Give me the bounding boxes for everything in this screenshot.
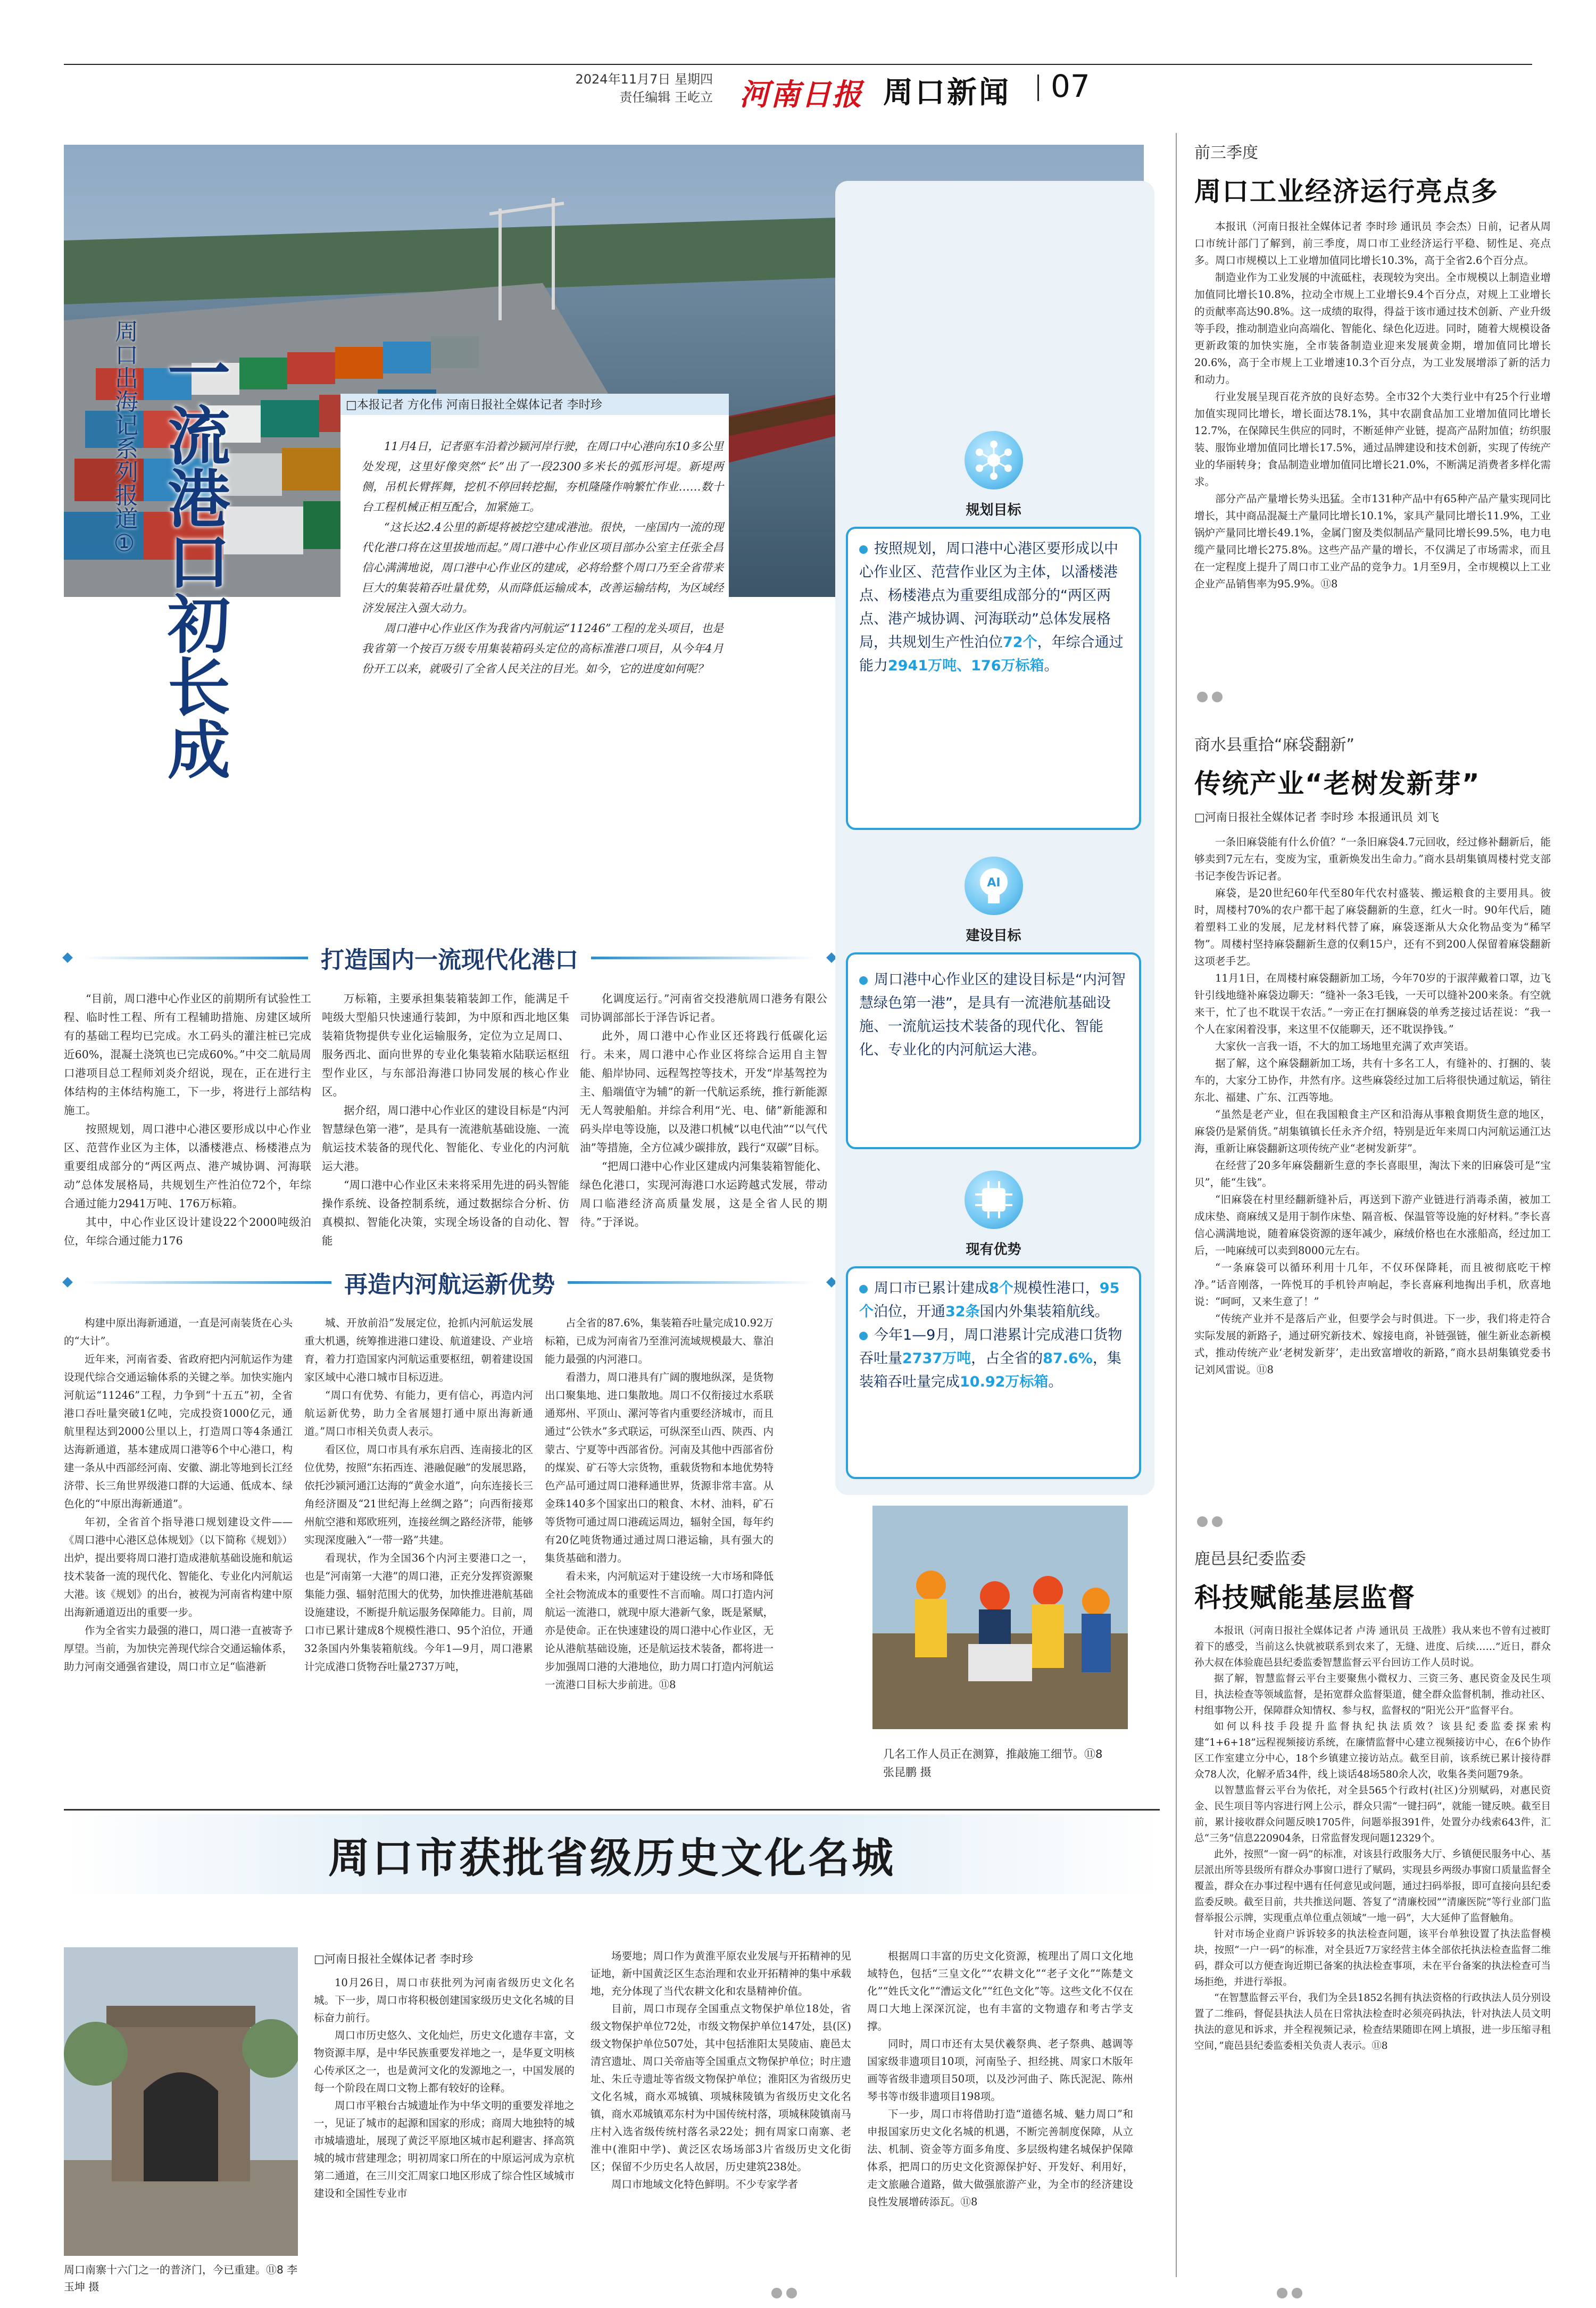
adv-text: 今年1—9月，周口港累计完成港口货物吞吐量 <box>859 1327 1123 1367</box>
paragraph: 年初，全省首个指导港口规划建设文件——《周口港中心港区总体规划》（以下简称《规划》）出炉，提出要将周口港打造成港航基础设施和航运技术装备一流的现代化、智能化、专业化内河航运大港。该《规划》的出台，被视为河南省构建中原出海新通道迈出的重要一步。 <box>64 1516 293 1618</box>
header-bar <box>84 1281 331 1284</box>
bottom-headline: 周口市获批省级历史文化名城 <box>328 1834 895 1882</box>
paragraph: 10月26日，周口市获批列为河南省级历史文化名城。下一步，周口市将积极创建国家级历史文化名城的目标奋力前行。 <box>314 1977 575 2024</box>
paragraph: 下一步，周口市将借助打造“道德名城、魅力周口”和申报国家历史文化名城的机遇，不断完善制度保障，从立法、机制、资金等方面多角度、多层级构建名城保护保障体系，把周口的历史文化资源保护好、开发好、利用好，走文旅融合道路，做大做强旅游产业，为全市的经济建设良性发展增砖添瓦。⑪8 <box>867 2108 1133 2208</box>
section-title: 再造内河航运新优势 <box>344 1271 555 1298</box>
info-title: 建设目标 <box>966 928 1021 944</box>
paragraph: 周口市历史悠久、文化灿烂，历史文化遗存丰富，文物资源丰厚，是中华民族重要发祥地之一，是华夏文明核心传承区之一，也是黄河文化的发源地之一，中国发展的每一个阶段在周口文物上都有较好的诠释。 <box>314 2029 575 2094</box>
advantage-item <box>859 1277 1130 1324</box>
dot <box>1212 1516 1223 1527</box>
story-byline: □河南日报社全媒体记者 李时珍 本报通讯员 刘飞 <box>1194 811 1439 824</box>
paragraph: 以智慧监督云平台为依托，对全县565个行政村(社区)分别赋码，对惠民资金、民生项目等内容进行网上公示，群众只需“一键扫码”，就能一键反映。截至目前，累计接收群众问题反映1705件，问题举报391件，处置分办线索643件，汇总“三务”信息220904条，日常监督发现问题12329个。 <box>1194 1785 1551 1844</box>
data-chip-glyph <box>965 1170 1023 1229</box>
masthead-meta <box>537 70 713 106</box>
paragraph: 行业发展呈现百花齐放的良好态势。全市32个大类行业中有25个行业增加值实现同比增长，增长面达78.1%，其中农副食品加工业增加值同比增长12.7%，在保障民生供应的同时，不断延伸产业链，提高产品附加值；纺织服装、服饰业增加值同比增长17.5%，通过品牌建设和技术创新，实现了传统产业的华丽转身；食品制造业增加值同比增长21.0%，不断满足消费者多样化需求。 <box>1194 391 1551 488</box>
throughput-figure: 2737万吨 <box>902 1350 971 1367</box>
paragraph: “一条麻袋可以循环利用十几年，不仅环保降耗，而且被彻底吃干榨净。”话音刚落，一阵悦耳的手机铃声响起，李长喜麻利地掏出手机，欣喜地说：“呵呵，又来生意了！” <box>1194 1261 1551 1308</box>
paragraph: 据介绍，周口港中心作业区的建设目标是“内河智慧绿色第一港”，是具有一流港航基础设施、一流航运技术装备的现代化、智能化、专业化的内河航运大港。 <box>322 1104 569 1173</box>
section1-column-2 <box>322 990 569 1250</box>
bullet-icon <box>859 976 868 985</box>
ai-bulb-icon <box>965 857 1023 915</box>
paragraph: 看潜力，周口港具有广阔的腹地纵深，是货物出口聚集地、进口集散地。周口不仅衔接过水系联通郑州、平顶山、漯河等省内重要经济城市，而且通过“公铁水”多式联运，可纵深至山西、陕西、内蒙古、宁夏等中西部省份。河南及其他中西部省份的煤炭、矿石等大宗货物，重载货物和本地优势特色产品可通过周口港释通世界，货源非常丰富。从金珠140多个国家出口的粮食、木材、油料，矿石等货物可通过周口港疏运周边，辐射全国，每年约有20亿吨货物通过通过周口港运输，具有强大的集货基础和潜力。 <box>545 1371 774 1564</box>
paragraph: 构建中原出海新通道，一直是河南装货在心头的“大计”。 <box>64 1317 293 1347</box>
paragraph: 其中，中心作业区设计建设22个2000吨级泊位，年综合通过能力176 <box>64 1216 311 1247</box>
paragraph: 据了解，这个麻袋翻新加工场，共有十多名工人，有缝补的、打捆的、装车的，大家分工协作，井然有序。这些麻袋经过加工后将很快通过航运，销往东北、福建、广东、江西等地。 <box>1194 1057 1551 1103</box>
advantage-item <box>859 1324 1130 1394</box>
adv-text: 。 <box>1048 1374 1063 1390</box>
paragraph: 一条旧麻袋能有什么价值？“一条旧麻袋4.7元回收，经过修补翻新后，能够卖到7元左右，变废为宝，重新焕发出生命力。”商水县胡集镇周楼村党支部书记李俊告诉记者。 <box>1194 836 1551 882</box>
story-body <box>1194 1623 1551 2054</box>
paragraph: 此外，按照“一窗一码”的标准，对该县行政服务大厅、乡镇便民服务中心、基层派出所等县级所有群众办事窗口进行了赋码，实现县乡两级办事窗口质量监督全覆盖，群众在办事过程中遇有任何意见或问题，通过扫码举报，即可直接向县纪委监委反映。截至目前，共共推送问题、答复了“清廉校园”“清廉医院”等行业部门监督举报公示牌，实现重点单位重点领域“一地一码”，大大延伸了监督触角。 <box>1194 1849 1551 1924</box>
paragraph: 周口市地域文化特色鲜明。不少专家学者 <box>611 2178 799 2190</box>
lead-byline: □本报记者 方化伟 河南日报社全媒体记者 李时珍 <box>346 398 602 412</box>
plan-text <box>859 537 1130 678</box>
paragraph: 同时，周口市还有太昊伏羲祭典、老子祭典、越调等国家级非遗项目10项，河南坠子、担经挑、周家口木版年画等省级非遗项目50项，以及沙河曲子、陈氏泥泥、陈州琴书等市级非遗项目198项。 <box>867 2038 1133 2103</box>
paragraph: “传统产业并不是落后产业，但要学会与时俱进。下一步，我们将走符合实际发展的新路子，通过研究新技术、嫁接电商，补链强链，催生新业态新模式，推动传统产业‘老树发新芽’，走出致富增收的新路，”商水县胡集镇党委书记刘风雷说。⑪8 <box>1194 1313 1551 1376</box>
port-count: 8个 <box>989 1280 1013 1297</box>
intro-paragraph: “这长达2.4公里的新堤将被挖空建成港池。很快，一座国内一流的现代化港口将在这里拔地而起。”周口港中心作业区项目部办公室主任张全昌信心满满地说，周口港中心作业区的建成，必将给整个周口乃至全省带来巨大的集装箱吞吐量优势，从而降低运输成本，改善运输结构，为区域经济发展注入强大动力。 <box>362 521 724 615</box>
plan-text-2: ，年综合通过能力 <box>859 634 1124 674</box>
dot <box>771 2288 782 2298</box>
berth-total: 95个 <box>859 1280 1120 1320</box>
story-body <box>1194 218 1551 593</box>
adv-text: 周口市已累计建成 <box>874 1280 989 1297</box>
section-header-shipping <box>64 1266 835 1298</box>
right-story-industry <box>1194 139 1551 593</box>
paragraph: “旧麻袋在村里经翻新缝补后，再送到下游产业链进行消毒杀菌，被加工成床垫、商麻绒又是用于制作床垫、隔音板、保温管等设施的好材料。”李长喜信心满满地说，随着麻袋资源的逐年减少，麻绒价格也在水涨船高，经过加工后，一吨麻绒可以卖到8000元左右。 <box>1194 1193 1551 1257</box>
story-kicker: 前三季度 <box>1194 144 1258 162</box>
paragraph: 在经营了20多年麻袋翻新生意的李长喜眼里，淘汰下来的旧麻袋可是“宝贝”，能“生钱”。 <box>1194 1159 1551 1189</box>
workers-illustration <box>872 1506 1128 1729</box>
plan-text-1: 按照规划，周口港中心港区要形成以中心作业区、范营作业区为主体，以潘楼港点、杨楼港点为重要组成部分的“两区两点、港产城协调、河海联动”总体发展格局，共规划生产性泊位 <box>859 541 1118 651</box>
paragraph: 近年来，河南省委、省政府把内河航运作为建设现代综合交通运输体系的关键之举。加快实施内河航运“11246”工程，力争到“十五五”初，全省港口吞吐量突破1亿吨，完成投资1000亿元，通航里程达到2000公里以上，打造周口等4条通江达海新通道，基本建成周口港等6个中心港口，构建一条从中西部经河南、安徽、湖北等地到长江经济带、长三角世界级港口群的大运通、低成本、绿色化的“中原出海新通道”。 <box>64 1353 293 1510</box>
capacity-figure: 2941万吨、176万标箱 <box>888 658 1044 674</box>
story-kicker: 商水县重拾“麻袋翻新” <box>1194 736 1355 754</box>
right-story-supervision <box>1194 1546 1551 2054</box>
bullet-icon <box>859 1332 868 1340</box>
paragraph: “虽然是老产业，但在我国粮食主产区和沿海从事粮食期货生意的地区，麻袋仍是紧俏货。”胡集镇镇长任永齐介绍，特别是近年来周口内河航运通江达海，重新让麻袋翻新这项传统产业“老树发新芽”。 <box>1194 1108 1551 1155</box>
paragraph: “周口港中心作业区未来将采用先进的码头智能操作系统、设备控制系统，通过数据综合分析、仿真模拟、智能化决策，实现全场设备的自动化、智能 <box>322 1178 569 1247</box>
paragraph: “在智慧监督云平台，我们为全县1852名拥有执法资格的行政执法人员分别设置了二维码，督促县执法人员在日常执法检查时必须亮码执法，针对执法人员文明执法的意见和诉求，并全程视频记录，检查结果随即在网上填报，进一步压缩寻租空间，”鹿邑县纪委监委相关负责人表示。⑪8 <box>1194 1992 1551 2052</box>
network-glyph <box>965 431 1023 489</box>
diamond-icon <box>62 1277 73 1288</box>
section2-column-1 <box>64 1314 293 1676</box>
paragraph: 目前，周口市现存全国重点文物保护单位18处，省级文物保护单位72处，市级文物保护单位147处，县(区)级文物保护单位507处，其中包括淮阳太昊陵庙、鹿邑太清宫遗址、周口关帝庙等全国重点文物保护单位；时庄遗址、朱丘寺遗址等省级文物保护单位；淮阳区为省级历史文化名城，商水邓城镇、项城秣陵镇为省级历史文化名镇，商水邓城镇邓东村为中国传统村落，项城秣陵镇南马庄村入选省级传统村落名录22处；拥有周家口南寨、老淮中(淮阳中学)、黄泛区农场场部3片省级历史文化街区；保留不少历史名人故居，历史建筑238处。 <box>591 2003 851 2173</box>
workers-photo <box>872 1506 1128 1729</box>
separator-dots <box>1197 1516 1227 1529</box>
gate-photo <box>64 1947 298 2256</box>
svg-text:AI: AI <box>987 876 1001 890</box>
intro-paragraph: 周口港中心作业区作为我省内河航运“11246”工程的龙头项目，也是我省第一个按百万级专用集装箱码头定位的高标准港口项目，从今年4月份开工以来，就吸引了全省人民关注的目光。如今，它的进度如何呢？ <box>362 622 724 675</box>
goal-text-body: 周口港中心作业区的建设目标是“内河智慧绿色第一港”，是具有一流港航基础设施、一流航运技术装备的现代化、智能化、专业化的内河航运大港。 <box>859 972 1126 1058</box>
paragraph: 看区位，周口市具有承东启西、连南接北的区位优势，按照“东拓西连、港融促融”的发展思路，依托沙颍河通江达海的“黄金水道”，向东连接长三角经济圈及“21世纪海上丝绸之路”；向西衔接郑州航空港和郑欧班列，连接丝绸之路经济带，能够实现深度融入“一带一路”共建。 <box>304 1443 533 1546</box>
paragraph: 部分产品产量增长势头迅猛。全市131种产品中有65种产品产量实现同比增长，其中商品混凝土产量同比增长10.1%，家具产量同比增长11.9%，工业锅炉产量同比增长49.1%，金属门窗及类似制品产量同比增长99.5%，电力电缆产量同比增长275.8%。这些产品产量的增长，不仅满足了市场需求，而且在一定程度上提升了周口市工业产品的竞争力。1月至9月，全市规模以上工业企业产品销售率为95.9%。⑪8 <box>1194 493 1551 590</box>
paragraph: 根据周口丰富的历史文化资源，梳理出了周口文化地域特色，包括“三皇文化”“农耕文化”“老子文化”“陈楚文化”“姓氏文化”“漕运文化”“红色文化”等。这些文化不仅在周口大地上深深沉淀，也有丰富的文物遗存和考古学支撑。 <box>867 1950 1133 2032</box>
story-headline: 传统产业“老树发新芽” <box>1194 768 1481 799</box>
right-column-rule <box>1176 133 1177 2277</box>
section-title: 打造国内一流现代化港口 <box>321 947 578 974</box>
section-header-port <box>64 942 835 974</box>
bottom-column-2 <box>591 1947 851 2193</box>
paragraph: 麻袋，是20世纪60年代至80年代农村盛装、搬运粮食的主要用具。彼时，周楼村70%的农户都干起了麻袋翻新的生意，红火一时。90年代后，随着塑料工业的发展，尼龙材料代替了麻，麻袋逐渐从大众化物品变为“稀罕物”。周楼村坚持麻袋翻新生意的仅剩15户，还有不到200人保留着麻袋翻新这项老手艺。 <box>1194 887 1551 967</box>
responsible-editor: 责任编辑 王屹立 <box>619 90 713 105</box>
separator-dots <box>1197 692 1227 704</box>
bottom-column-1 <box>314 1974 575 2202</box>
paragraph: 按照规划，周口港中心港区要形成以中心作业区、范营作业区为主体，以潘楼港点、杨楼港点为重要组成部分的“两区两点、港产城协调、河海联动”总体发展格局，共规划生产性泊位72个，年综合通过能力2941万吨、176万标箱。 <box>64 1123 311 1210</box>
adv-text: 规模性港口， <box>1013 1280 1100 1297</box>
paragraph: “周口有优势、有能力，更有信心，再造内河航运新优势，助力全省展翅打通中原出海新通道。”周口市相关负责人表示。 <box>304 1389 533 1438</box>
right-story-sack <box>1194 732 1551 1379</box>
issue-date: 2024年11月7日 星期四 <box>575 72 713 87</box>
dot <box>1277 2288 1287 2298</box>
paragraph: 看未来，内河航运对于建设统一大市场和降低全社会物流成本的重要性不言而喻。周口打造内河航运一流港口，就现中原大港新气象，既是紧赋，亦是使命。正在快速建设的周口港中心作业区，无论从港航基础设施，还是航运技术装备，都将进一步加强周口港的大港地位，助力周口打造内河航运一流港口目标大步前进。⑪8 <box>545 1570 774 1691</box>
bullet-icon <box>859 545 868 554</box>
paragraph: 万标箱，主要承担集装箱装卸工作，能满足千吨级大型船只快速通行装卸，为中原和西北地区集装箱货物提供专业化运输服务，定位为立足周口、服务西北、面向世界的专业化集装箱水陆联运枢纽型作业区，与东部沿海港口协同发展的核心作业区。 <box>322 992 569 1098</box>
goal-text <box>859 968 1130 1062</box>
header-bar <box>568 1281 815 1284</box>
masthead-divider <box>1037 74 1039 101</box>
story-kicker: 鹿邑县纪委监委 <box>1194 1550 1306 1568</box>
berth-count: 72个 <box>1003 634 1037 651</box>
bottom-column-3 <box>867 1947 1133 2211</box>
route-count: 32条 <box>945 1304 980 1320</box>
lead-intro <box>362 436 724 679</box>
section2-column-2 <box>304 1314 533 1676</box>
paragraph: 大家伙一言我一语，不大的加工场地里充满了欢声笑语。 <box>1215 1040 1475 1052</box>
footer-dots <box>771 2288 801 2301</box>
paragraph: 本报讯（河南日报社全媒体记者 卢涛 通讯员 王战胜）我从来也不曾有过被盯着下的感受，当前这么快就被联系到农来了，无缝、进度、后续……”近日，群众孙大叔在体验鹿邑县纪委监委智慧监督云平台回访工作人员时说。 <box>1194 1625 1551 1668</box>
bullet-icon <box>859 1285 868 1293</box>
share-figure: 87.6% <box>1043 1350 1093 1367</box>
teu-figure: 10.92万标箱 <box>960 1374 1049 1390</box>
story-headline: 周口工业经济运行亮点多 <box>1194 176 1499 207</box>
paper-logo: 河南日报 <box>739 77 863 112</box>
page-number: 07 <box>1051 68 1090 104</box>
story-body <box>1194 834 1551 1379</box>
paragraph: 据了解，智慧监督云平台主要聚焦小微权力、三资三务、惠民资金及民生项目，执法检查等领域监督，是拓宽群众监督渠道，健全群众监督机制，推动社区、村组事物公开，保障群众知情权、参与权，监督权的“阳光公开”监督平台。 <box>1194 1673 1551 1716</box>
dot <box>1212 692 1223 702</box>
series-label: 周口出海记系列报道① <box>111 319 138 557</box>
paragraph: 城、开放前沿”发展定位，抢抓内河航运发展重大机遇，统筹推进港口建设、航道建设、产业培育，着力打造国家内河航运重要枢纽，朝着建设国家区域中心港口城市目标迈进。 <box>304 1317 533 1383</box>
dot <box>1197 692 1208 702</box>
paragraph: 制造业作为工业发展的中流砥柱，表现较为突出。全市规模以上制造业增加值同比增长10.8%，拉动全市规上工业增长9.4个百分点，对规上工业增长的贡献率高达90.8%。这一成绩的取得，得益于该市通过技术创新、产业升级等手段，推动制造业向高端化、智能化、绿色化迈进。同时，随着大规模设备更新政策的加快实施，全市装备制造业迎来发展黄金期，增加值同比增长20.6%，高于全市规上工业增速10.3个百分点，为工业发展增添了新的活力和动力。 <box>1194 271 1551 386</box>
paragraph: “把周口港中心作业区建成内河集装箱智能化、绿色化港口，实现河海港口水运跨越式发展，带动周口临港经济高质量发展，这是全省人民的期待。”于泽说。 <box>580 1160 827 1228</box>
adv-text: 国内外集装箱航线。 <box>979 1304 1109 1320</box>
workers-caption: 几名工作人员正在测算，推敲施工细节。⑪8 张昆鹏 摄 <box>883 1748 1103 1779</box>
paragraph: 针对市场企业商户诉诉较多的执法检查问题，该平台单独设置了执法监督模块，按照“一户一码”的标准，对全县近7万家经营主体全部依托执法检查监督二维码，群众可以方便查询近期已备案的执法检查事项，未在平台备案的执法检查可当场拒绝，并进行举报。 <box>1194 1929 1551 1988</box>
advantage-text <box>859 1277 1130 1394</box>
section-name: 周口新闻 <box>883 76 1011 110</box>
adv-text: 泊位，开通 <box>874 1304 945 1320</box>
info-title: 现有优势 <box>966 1242 1021 1258</box>
section1-column-1 <box>64 990 311 1250</box>
network-icon <box>965 431 1023 489</box>
lead-headline: 一流港口初长成 <box>157 341 231 780</box>
plan-text-3: 。 <box>1044 658 1059 674</box>
paragraph: 场要地；周口作为黄淮平原农业发展与开拓精神的见证地，新中国黄泛区生态治理和农业开拓精神的集中承载地，充分体现了当代农耕文化和农垦精神价值。 <box>591 1950 851 1997</box>
dot <box>786 2288 797 2298</box>
paragraph: 11月1日，在周楼村麻袋翻新加工场，今年70岁的于淑萍戴着口罩，边飞针引线地缝补麻袋边聊天：“缝补一条3毛钱，一天可以缝补200来条。有空就来干，忙了也不耽误干农活。”一旁正在打捆麻袋的单秀芝接过话茬说：“我一个人在家闲着没事，来这里不仅能聊天，还不耽误挣钱。” <box>1194 972 1551 1035</box>
gate-caption: 周口南寨十六门之一的普济门，今已重建。⑪8 李玉坤 摄 <box>64 2263 298 2293</box>
dot <box>1197 1516 1208 1527</box>
section1-column-3 <box>580 990 827 1232</box>
header-bar <box>591 957 815 959</box>
bottom-byline: □河南日报社全媒体记者 李时珍 <box>314 1953 473 1965</box>
diamond-icon <box>62 952 73 963</box>
paragraph: 占全省的87.6%，集装箱吞吐量完成10.92万标箱，已成为河南省乃至淮河流域规模最大、靠泊能力最强的内河港口。 <box>545 1317 774 1365</box>
data-chip-icon <box>965 1170 1023 1229</box>
gate-illustration <box>64 1947 298 2256</box>
paragraph: 本报讯（河南日报社全媒体记者 李时珍 通讯员 李会杰）日前，记者从周口市统计部门了解到，前三季度，周口市工业经济运行平稳、韧性足、亮点多。周口市规模以上工业增加值同比增长10.3%，高于全省2.6个百分点。 <box>1194 220 1551 267</box>
paragraph: 作为全省实力最强的港口，周口港一直被寄予厚望。当前，为加快完善现代综合交通运输体系，助力河南交通强省建设，周口市立足“临港新 <box>64 1624 293 1673</box>
section2-column-3 <box>545 1314 774 1694</box>
paragraph: 看现状，作为全国36个内河主要港口之一，也是“河南第一大港”的周口港，正充分发挥资源聚集能力强、辐射范围大的优势，加快推进港航基础设施建设，不断提升航运服务保障能力。目前，周口市已累计建成8个规模性港口、95个泊位，开通32条国内外集装箱航线。今年1—9月，周口港累计完成港口货物吞吐量2737万吨， <box>304 1552 533 1673</box>
top-rule <box>64 64 1532 65</box>
ai-bulb-glyph <box>965 857 1023 915</box>
intro-paragraph: 11月4日，记者驱车沿着沙颍河岸行驶，在周口中心港向东10多公里处发现，这里好像突然“长”出了一段2300多米长的弧形河堤。新堤两侧，吊机长臂挥舞，挖机不停回转挖掘，夯机隆隆作响繁忙作业……数十台工程机械正相互配合，加紧施工。 <box>362 440 724 513</box>
adv-text: ，占全省的 <box>971 1350 1043 1367</box>
paragraph: 此外，周口港中心作业区还将践行低碳化运行。未来，周口港中心作业区将综合运用自主智能、船岸协同、远程驾控等技术，开发“岸基驾控为主、船端值守为辅”的新一代航运系统，推行新能源无人驾驶船舶。并综合利用“光、电、储”新能源和码头岸电等设施，以及港口机械“以电代油”“以气代油”等措施，全方位减少碳排放，践行“双碳”目标。 <box>580 1030 827 1154</box>
header-bar <box>84 957 308 959</box>
story-headline: 科技赋能基层监督 <box>1194 1582 1416 1613</box>
paragraph: 周口市平粮台古城遗址作为中华文明的重要发祥地之一，见证了城市的起源和国家的形成；商周大地独特的城市城墙遗址，展现了黄泛平原地区城市起利避害、择高筑城的城市营建理念；明初周家口所在的中原运河成为京杭第二通道，在三川交汇周家口地区形成了综合性区域城市建设和全国性专业市 <box>314 2099 575 2199</box>
bottom-story-rule <box>64 1809 1160 1811</box>
info-title: 规划目标 <box>966 502 1021 518</box>
footer-dots <box>1277 2288 1307 2301</box>
paragraph: 如何以科技手段提升监督执纪执法质效？该县纪委监委探索构建“1+6+18”远程视频接访系统，在廉情监督中心建立视频接访中心，在6个协作区工作室建立分中心，18个乡镇建立接访站点。截至目前，该系统已累计接待群众78人次，化解矛盾34件，线上谈话48场580余人次，收集各类问题79条。 <box>1194 1721 1551 1780</box>
dot <box>1292 2288 1302 2298</box>
paragraph: “目前，周口港中心作业区的前期所有试验性工程、临时性工程、所有工程辅助措施、房建区域所有的基础工程均已完成。水工码头的灌注桩已完成近60%，混凝土浇筑也已完成60%。”中交二航局周口港项目总工程师刘炎介绍说，现在，正在进行主体结构的主体结构施工，下一步，将进行上部结构施工。 <box>64 992 311 1117</box>
adv-text: ，集装箱吞吐量完成 <box>859 1350 1121 1390</box>
paragraph: 化调度运行。”河南省交投港航周口港务有限公司协调部部长于泽告诉记者。 <box>580 992 827 1024</box>
